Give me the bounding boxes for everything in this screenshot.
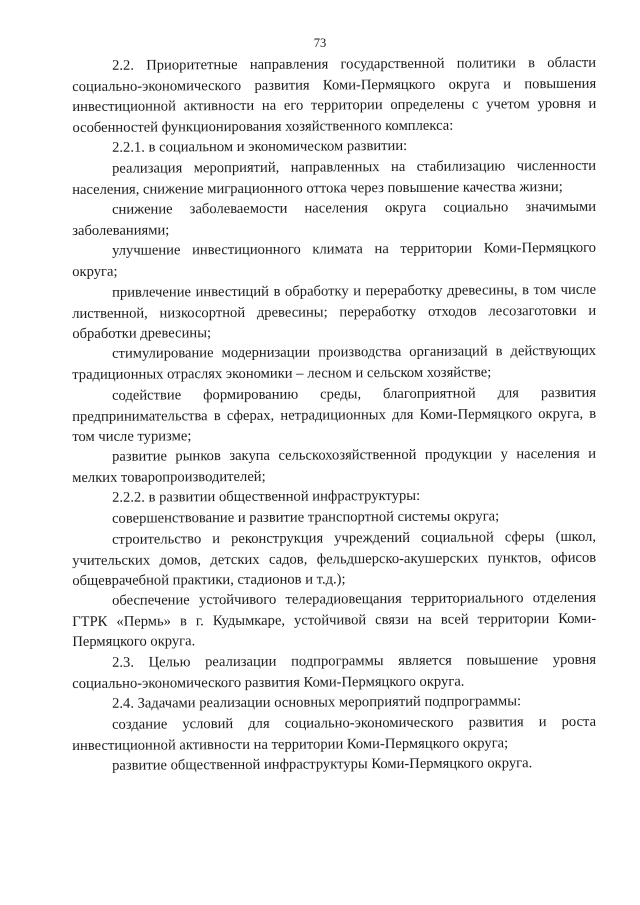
document-body: [72, 56, 596, 777]
list-item: развитие общественной инфраструктуры Коми-Пермяцкого округа.: [112, 755, 533, 774]
paragraph-2-2-2-heading: 2.2.2. в развитии общественной инфраструктуры:: [112, 488, 421, 507]
list-item: создание условий для социально-экономического развития и роста инвестиционной активности на территории Коми-Пермяцкого округа;: [72, 713, 597, 754]
list-item: реализация мероприятий, направленных на стабилизацию численности населения, снижение миграционного оттока через повышение качества жизни;: [72, 157, 597, 198]
paragraph-2-2: 2.2. Приоритетные направления государственной политики в области социально-экономического развития Коми-Пермяцкого округа и повышения инвестиционной активности на его территории определены с учетом уровня и особенностей функционирования хозяйственного комплекса:: [72, 54, 597, 136]
list-item: улучшение инвестиционного климата на территории Коми-Пермяцкого округа;: [72, 240, 597, 280]
list-item: совершенствование и развитие транспортной системы округа;: [112, 508, 500, 527]
list-item: строительство и реконструкция учреждений социальной сферы (школ, учительских домов, детских садов, фельдшерско-акушерских пунктов, офисов общеврачебной практики, стадионов и т.д.);: [72, 528, 597, 589]
list-item: стимулирование модернизации производства организаций в действующих традиционных отраслях экономики – лесном и сельском хозяйстве;: [72, 343, 597, 383]
list-item: привлечение инвестиций в обработку и переработку древесины, в том числе лиственной, низкосортной древесины; переработку отходов лесозаготовки и обработки древесины;: [72, 281, 597, 342]
list-item: развитие рынков закупа сельскохозяйственной продукции у населения и мелких товаропроизводителей;: [72, 446, 597, 486]
list-item: снижение заболеваемости населения округа социально значимыми заболеваниями;: [72, 198, 597, 239]
list-item: содействие формированию среды, благоприятной для развития предпринимательства в сферах, нетрадиционных для Коми-Пермяцкого округа, в том числе туризме;: [72, 384, 597, 445]
page-number: 73: [313, 36, 327, 50]
list-item: обеспечение устойчивого телерадиовещания территориального отделения ГТРК «Пермь» в г. Кудымкаре, устойчивой связи на всей территории Коми-Пермяцкого округа.: [72, 590, 597, 651]
paragraph-2-4: 2.4. Задачами реализации основных мероприятий подпрограммы:: [112, 693, 522, 713]
paragraph-2-3: 2.3. Целью реализации подпрограммы является повышение уровня социально-экономического развития Коми-Пермяцкого округа.: [72, 652, 597, 692]
paragraph-2-2-1-heading: 2.2.1. в социальном и экономическом развитии:: [112, 138, 408, 157]
